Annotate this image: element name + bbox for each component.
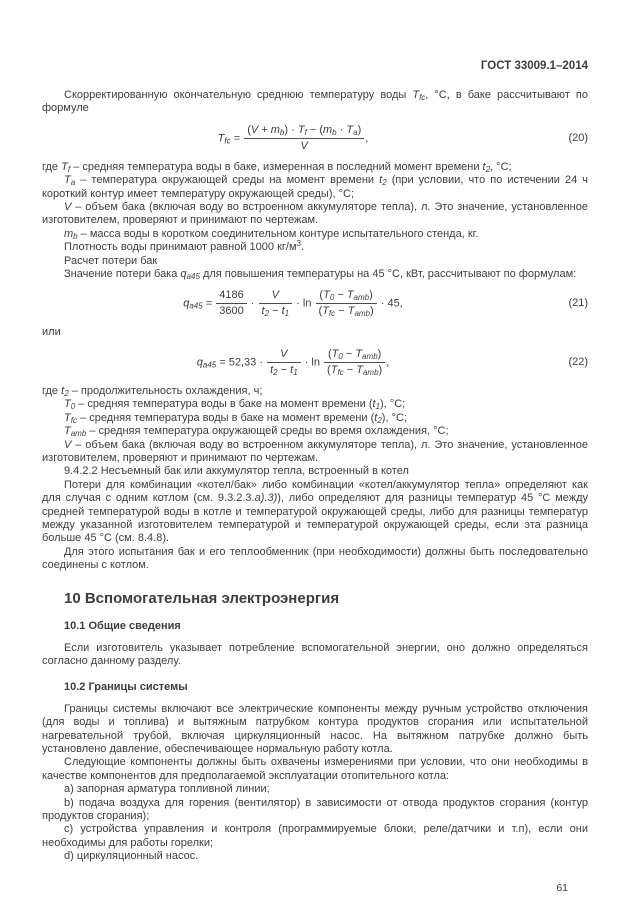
paragraph: где $T_f$ – средняя температура воды в баке, измеренная в последний момент времени $t_2$, °С; [42,160,512,174]
equation-body: $q_{a45} = 52,33$ · $\frac{V}{t_2 - t_1}$ · ln $\frac{(T_0 - T_{amb})}{(T_{fc} - T_{amb})}$ , [196,347,390,377]
paragraph: где $t_2$ – продолжительность охлаждения, ч; [42,384,263,398]
equation-number: (22) [568,355,588,368]
section-heading: 10 Вспомогательная электроэнергия [64,589,340,607]
paragraph: $T_{amb}$ – средняя температура окружающей среды во время охлаждения, °С; [64,425,449,439]
paragraph: Плотность воды принимают равной 1000 $кг/м^3$. [64,239,305,254]
subsection-heading: 10.1 Общие сведения [64,619,181,632]
paragraph: $T_0$ – средняя температура воды в баке на момент времени $(t_1)$, °С; [64,398,406,412]
paragraph: c) устройства управления и контроля (программируемые блоки, реле/датчики и т.п), если они необходимы для работы горелки; [42,823,588,849]
equation-number: (21) [568,297,588,310]
equation [42,289,588,318]
paragraph: $T_a$ – температура окружающей среды на момент времени $t_2$ (при условии, что по истечении 24 ч короткий контур имеет температуру окружающей среды), °С; [42,174,588,200]
fraction: $\frac{V}{t_2 - t_1}$ [267,348,301,377]
paragraph: Для этого испытания бак и его теплообменник (при необходимости) должны быть последовательно соединены с котлом. [42,545,588,572]
paragraph: Значение потери бака $q_{a45}$ для повышения температуры на 45 °С, кВт, рассчитывают по формулам: [64,268,577,282]
paragraph: Скорректированную окончательную среднюю температуру воды $T_{fc}$, °С, в баке рассчитывают по формуле [42,89,588,115]
paragraph: b) подача воздуха для горения (вентилятор) в зависимости от отвода продуктов сгорания (контур продуктов сгорания); [42,796,588,822]
paragraph: $m_b$ – масса воды в коротком соединительном контуре испытательного стенда, кг. [64,227,479,241]
paragraph: V – объем бака (включая воду во встроенном аккумуляторе тепла), л. Это значение, установленное изготовителем, проверяют и принимают по чертежам. [42,438,588,464]
paragraph: или [42,326,61,339]
paragraph: d) циркуляционный насос. [64,850,199,863]
fraction: $\frac{(T_0 - T_{amb})}{(T_{fc} - T_{amb})}$ [324,348,385,377]
paragraph: Границы системы включают все электрические компоненты между ручным устройство отключения (для воды и топлива) и вытяжным патрубком контура продуктов сгорания или испытательной нагревательной трубой, включая циркуляционный насос. На вытяжном патрубке должно быть установлено давление, обеспечивающее нормальную работу котла. [42,702,588,755]
document-body [42,89,588,864]
fraction: $\frac{V}{t_2 - t_1}$ [259,289,293,318]
standard-reference-header: ГОСТ 33009.1–2014 [480,60,588,72]
equation [42,124,588,153]
fraction: $\frac{(V + m_b) \cdot T_f - (m_b \cdot T_a)}{V}$ [244,124,364,153]
paragraph: a) запорная арматура топливной линии; [64,783,270,796]
subsection-heading: 10.2 Границы системы [64,680,188,693]
paragraph: Если изготовитель указывает потребление вспомогательной энергии, оно должно определяться согласно данному разделу. [42,641,588,668]
paragraph: Расчет потери бак [64,254,158,267]
paragraph: 9.4.2.2 Несъемный бак или аккумулятор тепла, встроенный в котел [64,465,409,478]
fraction: $\frac{(T_0 - T_{amb})}{(T_{fc} - T_{amb})}$ [316,289,377,318]
equation [42,348,588,377]
equation-number: (20) [568,131,588,144]
paragraph: Потери для комбинации «котел/бак» либо комбинации «котел/аккумулятор тепла» определяют как для случая с одним котлом (см. 9.3.2.3.а).3)), либо определяют для разницы температур 45 °С между средней температурой воды в котле и температурой окружающей среды, либо для разницы температур между указанной изготовителем температурой и температурой окружающей среды, если эта разница больше 45 °С (см. 8.4.8). [42,478,588,545]
paragraph: Следующие компоненты должны быть охвачены измерениями при условии, что они необходимы в качестве компонентов для предполагаемой эксплуатации отопительного котла: [42,756,588,782]
fraction: $\frac{4186}{3600}$ [216,289,246,318]
paragraph: V – объем бака (включая воду во встроенном аккумуляторе тепла), л. Это значение, установленное изготовителем, проверяют и принимают по чертежам. [42,201,588,227]
paragraph: $T_{fc}$ – средняя температура воды в баке на момент времени $(t_2)$, °С; [64,411,407,425]
equation-body: $T_{fc}$ = $\frac{(V + m_b) \cdot T_f - (m_b \cdot T_a)}{V}$ , [217,123,369,152]
equation-body: $q_{a45}$ = $\frac{4186}{3600}$ · $\frac{V}{t_2 - t_1}$ · ln $\frac{(T_0 - T_{amb})}{(T_{fc} - T_{amb})}$ · 45, [183,289,403,319]
page-number: 61 [556,881,568,894]
